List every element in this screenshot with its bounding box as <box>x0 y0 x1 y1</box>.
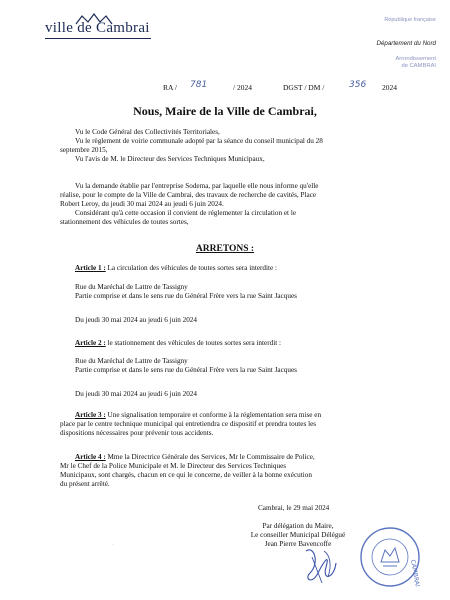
article-1 <box>75 264 277 273</box>
signature-block <box>228 522 368 548</box>
article-3-line2: place par le centre technique municipal qui entretiendra ce dispositif et prendra toutes les <box>60 420 317 428</box>
article-2-street: Rue du Maréchal de Lattre de Tassigny <box>75 357 188 365</box>
page-title: Nous, Maire de la Ville de Cambrai, <box>133 104 317 118</box>
article-1-text: La circulation des véhicules de toutes sortes sera interdite : <box>105 264 277 272</box>
arrondissement-line2: de CAMBRAI <box>401 63 436 69</box>
article-4-line4: du présent arrêté. <box>60 480 110 488</box>
article-4-label: Article 4 : <box>75 453 106 461</box>
dm-year: 2024 <box>382 83 397 92</box>
republique-label: République française <box>384 17 436 23</box>
article-1-street: Rue du Maréchal de Lattre de Tassigny <box>75 283 188 291</box>
official-stamp <box>359 526 421 588</box>
article-2-text: le stationnement des véhicules de toutes sortes sera interdit : <box>105 339 281 347</box>
demande-line-5: stationnement des véhicules de toutes sortes, <box>60 218 189 226</box>
departement-label: Département du Nord <box>376 40 436 47</box>
signature-line-1: Par délégation du Maire, <box>262 522 334 530</box>
vu-line-1: Vu le Code Général des Collectivités Territoriales, <box>75 128 220 136</box>
logo-underline <box>45 38 151 39</box>
article-1-dates: Du jeudi 30 mai 2024 au jeudi 6 juin 2024 <box>75 316 197 324</box>
dgst-label: DGST / DM / <box>283 83 325 92</box>
vu-line-2: Vu le règlement de voirie communale adopté par la séance du conseil municipal du 28 <box>75 137 323 145</box>
article-4-line3: Municipaux, sont chargés, chacun en ce qui le concerne, de veiller à la bonne exécution <box>60 471 312 479</box>
city-logo-text: ville de Cambrai <box>45 20 150 36</box>
article-1-label: Article 1 : <box>75 264 106 272</box>
article-4 <box>75 453 315 462</box>
article-3 <box>75 411 321 420</box>
article-2-dates: Du jeudi 30 mai 2024 au jeudi 6 juin 2024 <box>75 390 197 398</box>
ra-number: 781 <box>190 80 208 90</box>
arretons-text: ARRETONS : <box>195 244 255 254</box>
article-2-label: Article 2 : <box>75 339 106 347</box>
article-3-line1: Une signalisation temporaire et conforme à la réglementation sera mise en <box>105 411 322 419</box>
stamp-text: CAMBRAI <box>409 559 421 588</box>
place-date: Cambrai, le 29 mai 2024 <box>258 504 330 512</box>
signature-line-3: Jean Pierre Bavencoffe <box>264 539 332 548</box>
article-4-line2: Mr le Chef de la Police Municipale et M. le Directeur des Services Techniques <box>60 462 287 470</box>
arretons-heading <box>0 244 450 254</box>
demande-line-3: Robert Leroy, du jeudi 30 mai 2024 au jeudi 6 juin 2024. <box>60 200 224 208</box>
article-2-section: Partie comprise et dans le sens rue du Général Frère vers la rue Saint Jacques <box>75 366 297 374</box>
dm-number: 356 <box>349 80 367 90</box>
demande-line-2: réalise, pour le compte de la Ville de Cambrai, des travaux de recherche de cavités, Place <box>60 191 317 199</box>
signature-line-2: Le conseiller Municipal Délégué <box>250 530 346 539</box>
article-1-section: Partie comprise et dans le sens rue du Général Frère vers la rue Saint Jacques <box>75 292 297 300</box>
arrondissement-line1: Arrondissement <box>395 56 436 62</box>
ra-year: / 2024 <box>233 83 252 92</box>
article-4-line1: Mme la Directrice Générale des Services, Mr le Commissaire de Police, <box>105 453 315 461</box>
article-2 <box>75 339 281 348</box>
arrondissement-label <box>376 56 436 70</box>
ra-label: RA / <box>163 83 177 92</box>
vu-line-3: septembre 2015, <box>60 146 108 154</box>
demande-line-1: Vu la demande établie par l'entreprise Sodema, par laquelle elle nous informe qu'elle <box>75 182 319 190</box>
vu-line-4: Vu l'avis de M. le Directeur des Services Techniques Municipaux, <box>75 155 265 163</box>
article-3-line3: dispositions nécessaires pour prévenir tous accidents. <box>60 429 214 437</box>
handwritten-signature <box>300 543 340 588</box>
demande-line-4: Considérant qu'à cette occasion il convient de réglementer la circulation et le <box>75 209 297 217</box>
faint-mark: · <box>112 542 114 548</box>
article-3-label: Article 3 : <box>75 411 106 419</box>
